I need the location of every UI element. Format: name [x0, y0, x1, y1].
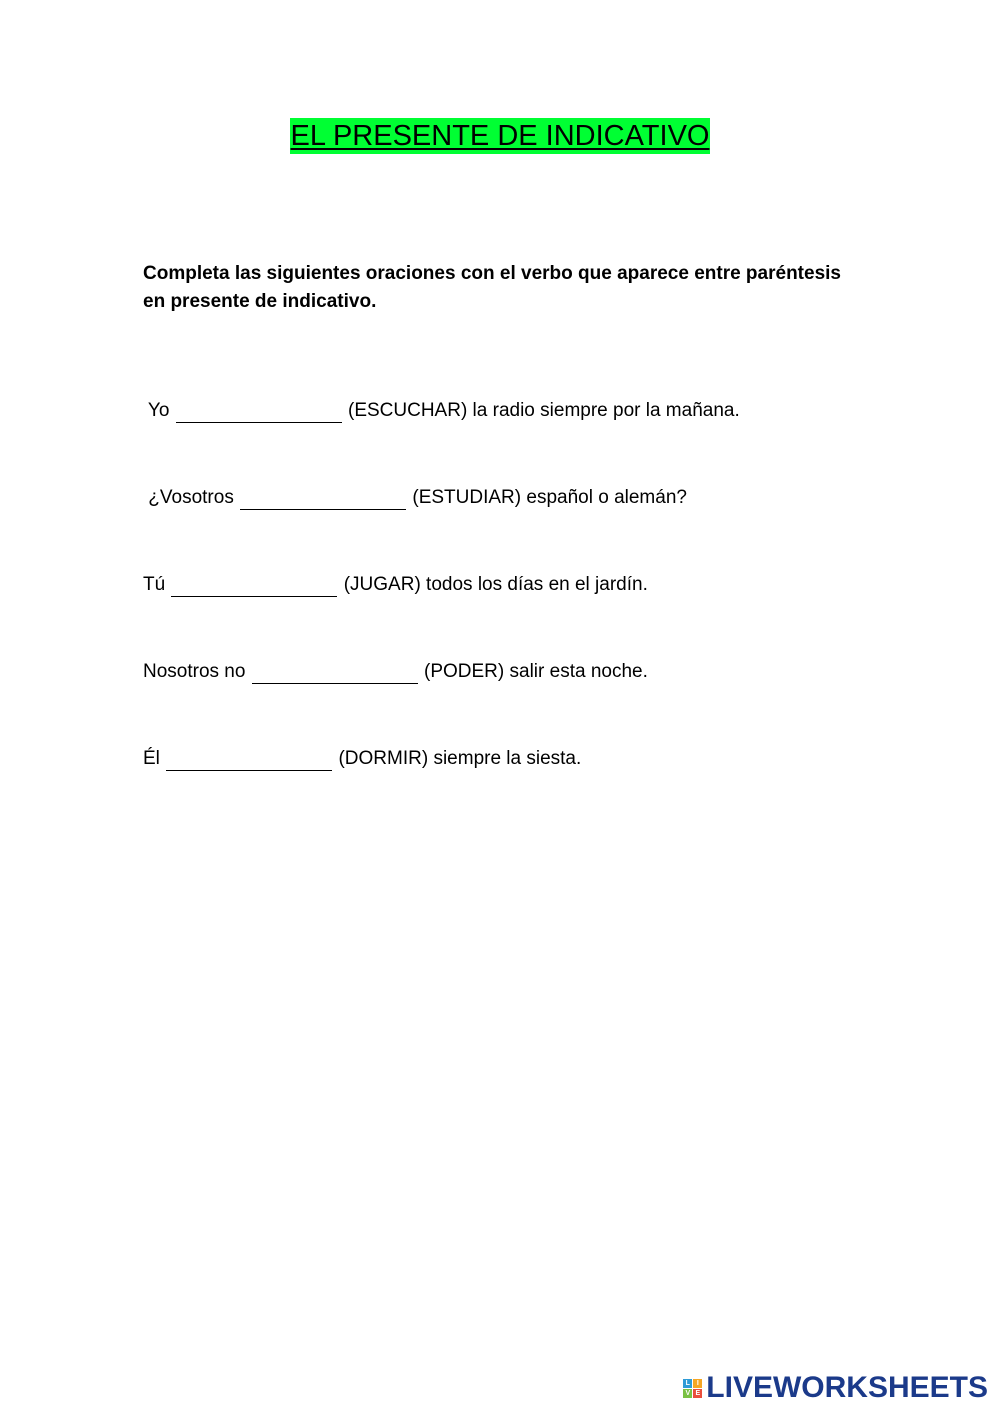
logo-mark-i: I: [693, 1379, 702, 1388]
sentence-3: [143, 572, 648, 598]
sentence-5: [143, 746, 581, 772]
sentence-3-before: Tú: [143, 574, 171, 595]
liveworksheets-logo[interactable]: [683, 1372, 988, 1404]
sentence-1-before: Yo: [143, 400, 175, 421]
logo-mark-icon: [683, 1379, 702, 1398]
answer-input-5[interactable]: [166, 748, 332, 771]
sentence-2-after: (ESTUDIAR) español o alemán?: [407, 487, 687, 508]
sentence-5-before: Él: [143, 748, 166, 769]
logo-mark-e: E: [693, 1389, 702, 1398]
title-wrapper: [0, 118, 1000, 154]
logo-mark-l: L: [683, 1379, 692, 1388]
logo-mark-v: V: [683, 1389, 692, 1398]
logo-text: LIVEWORKSHEETS: [706, 1371, 988, 1404]
answer-input-1[interactable]: [176, 400, 342, 423]
sentence-2: [143, 485, 687, 511]
worksheet-title: EL PRESENTE DE INDICATIVO: [290, 120, 710, 152]
sentence-3-after: (JUGAR) todos los días en el jardín.: [338, 574, 648, 595]
sentence-4: [143, 659, 648, 685]
sentence-4-before: Nosotros no: [143, 661, 251, 682]
sentence-2-before: ¿Vosotros: [143, 487, 240, 508]
sentence-1: [143, 398, 740, 424]
sentence-4-after: (PODER) salir esta noche.: [418, 661, 648, 682]
instructions: Completa las siguientes oraciones con el verbo que aparece entre paréntesis en presente de indicativo.: [143, 263, 841, 312]
sentence-5-after: (DORMIR) siempre la siesta.: [333, 748, 582, 769]
answer-input-3[interactable]: [171, 574, 337, 597]
answer-input-2[interactable]: [240, 487, 406, 510]
sentence-1-after: (ESCUCHAR) la radio siempre por la mañana.: [342, 400, 740, 421]
answer-input-4[interactable]: [252, 661, 418, 684]
